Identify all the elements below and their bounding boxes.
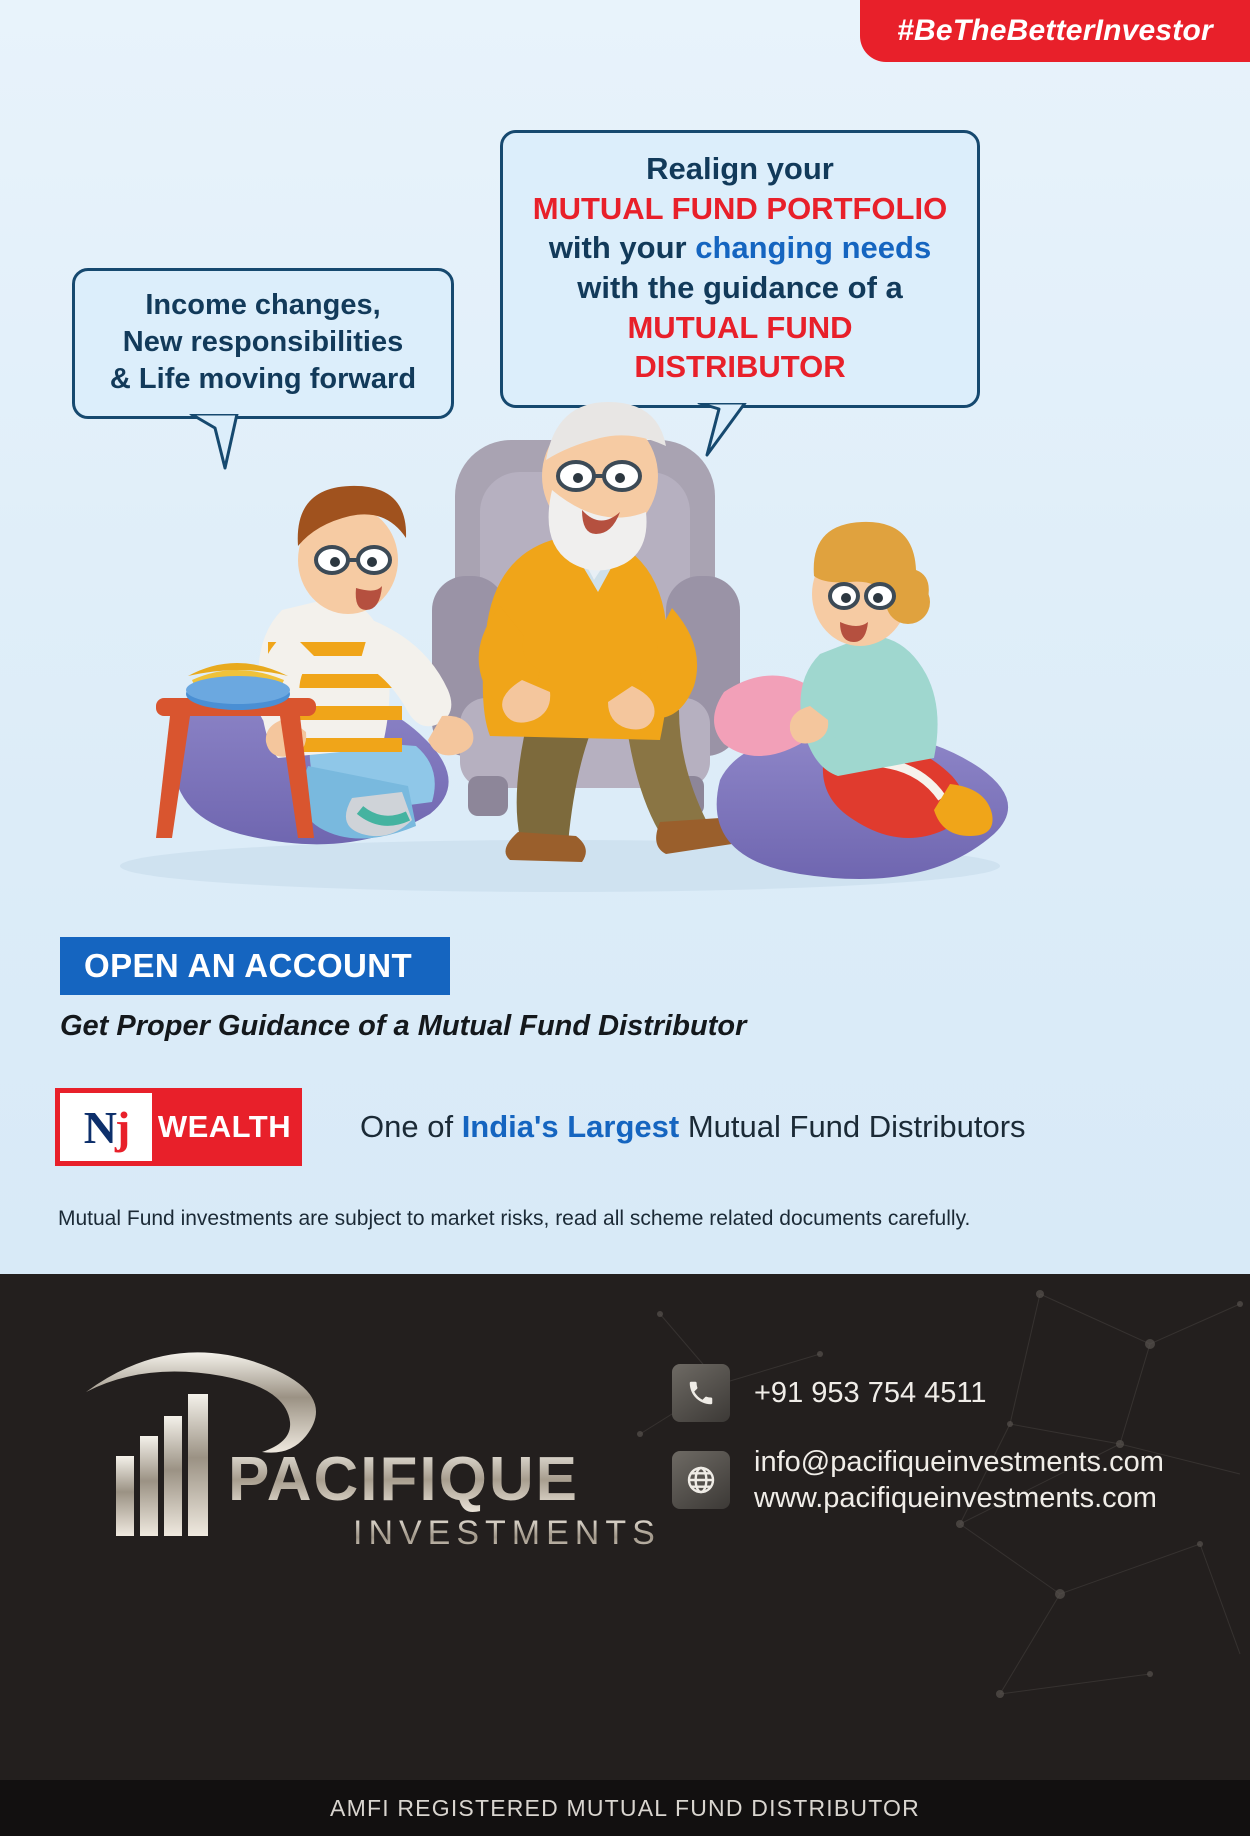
amfi-text: AMFI REGISTERED MUTUAL FUND DISTRIBUTOR bbox=[330, 1794, 920, 1821]
email-text: info@pacifiqueinvestments.com bbox=[754, 1446, 1164, 1478]
nj-logo-mark bbox=[60, 1093, 152, 1161]
nj-tagline-highlight: India's Largest bbox=[461, 1109, 680, 1144]
bubble-right-line-3b: changing needs bbox=[695, 230, 932, 266]
phone-text: +91 953 754 4511 bbox=[754, 1376, 987, 1409]
family-conversation-illustration bbox=[60, 380, 1060, 920]
open-an-account-button[interactable] bbox=[60, 937, 450, 995]
nj-tagline bbox=[360, 1109, 1026, 1145]
bubble-right-line-2: MUTUAL FUND PORTFOLIO bbox=[532, 190, 948, 226]
brand-name: PACIFIQUE bbox=[228, 1445, 579, 1514]
bubble-left-line-3: & Life moving forward bbox=[109, 363, 417, 396]
nj-wealth-row bbox=[55, 1088, 1026, 1166]
web-row[interactable] bbox=[672, 1444, 1164, 1517]
nj-wealth-logo bbox=[55, 1088, 302, 1166]
hashtag-text: #BeTheBetterInvestor bbox=[897, 14, 1213, 47]
bubble-right-line-3 bbox=[521, 228, 959, 268]
cta-label: OPEN AN ACCOUNT bbox=[84, 947, 413, 984]
pacifique-logo bbox=[68, 1332, 661, 1572]
website-text: www.pacifiqueinvestments.com bbox=[754, 1482, 1157, 1515]
speech-bubble-right bbox=[500, 130, 980, 408]
bubble-right-line-1: Realign your bbox=[646, 151, 834, 186]
bubble-left-line-1: Income changes, bbox=[145, 289, 381, 321]
email-website-text bbox=[754, 1444, 1164, 1517]
nj-logo-letter-n: N bbox=[83, 1101, 115, 1153]
globe-icon bbox=[672, 1451, 730, 1509]
footer bbox=[0, 1274, 1250, 1836]
amfi-strip bbox=[0, 1780, 1250, 1836]
bubble-right-line-4: with the guidance of a bbox=[577, 270, 903, 306]
nj-tagline-prefix: One of bbox=[360, 1109, 462, 1144]
brand-subtitle: INVESTMENTS bbox=[353, 1514, 661, 1552]
contact-block bbox=[672, 1364, 1164, 1539]
bubble-right-line-3a: with your bbox=[548, 230, 696, 266]
bubble-left-line-2: New responsibilities bbox=[122, 326, 404, 359]
hashtag-banner bbox=[860, 0, 1250, 62]
phone-icon bbox=[672, 1364, 730, 1422]
nj-logo-word: WEALTH bbox=[157, 1109, 292, 1144]
young-woman-figure bbox=[714, 522, 1008, 879]
subheadline: Get Proper Guidance of a Mutual Fund Distributor bbox=[60, 1010, 747, 1042]
bubble-right-line-5: MUTUAL FUND DISTRIBUTOR bbox=[627, 309, 853, 385]
phone-row[interactable] bbox=[672, 1364, 1164, 1422]
nj-logo-letter-j: j bbox=[114, 1101, 129, 1153]
nj-tagline-suffix: Mutual Fund Distributors bbox=[679, 1109, 1026, 1144]
risk-disclaimer: Mutual Fund investments are subject to market risks, read all scheme related documents carefully. bbox=[58, 1207, 971, 1230]
